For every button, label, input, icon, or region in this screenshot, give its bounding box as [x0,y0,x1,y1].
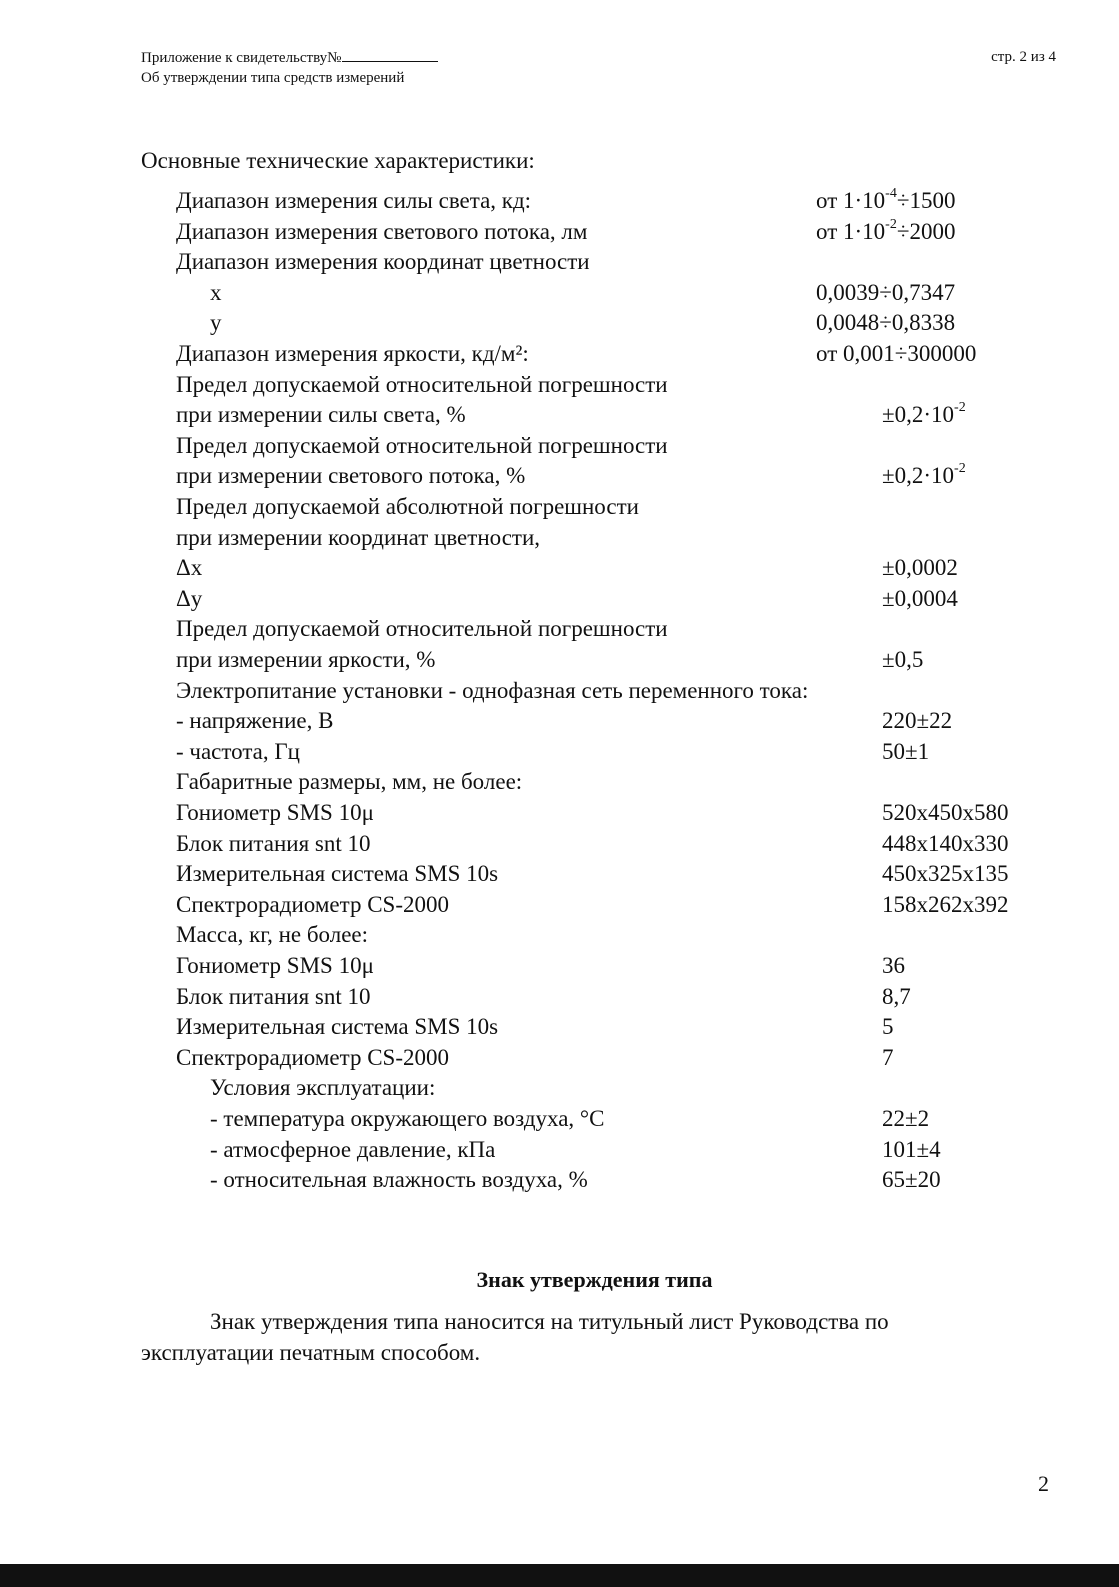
spec-label: при измерении силы света, % [176,402,466,427]
spec-label: при измерении яркости, % [176,647,436,672]
spec-label: у [210,310,222,335]
spec-row [0,1073,1119,1103]
spec-value-main: 448х140х330 [882,831,1009,856]
spec-label: Электропитание установки - однофазная сеть переменного тока: [176,678,809,703]
spec-label: Предел допускаемой относительной погрешности [176,433,668,458]
spec-value [882,982,911,1012]
spec-value [882,1135,941,1165]
spec-value [882,584,958,614]
spec-value [882,737,929,767]
header-line1: Приложение к свидетельству№ [141,47,438,68]
spec-row [0,614,1119,644]
spec-value-exponent: -2 [954,461,966,477]
spec-row [0,492,1119,522]
spec-row [0,339,1119,369]
page-number: 2 [1038,1471,1049,1496]
spec-label: - напряжение, В [176,708,334,733]
spec-row [0,706,1119,736]
spec-label: Гониометр SMS 10μ [176,953,374,978]
spec-value [882,553,958,583]
spec-row [0,890,1119,920]
spec-value-main: 0,0039÷0,7347 [816,280,956,305]
spec-value [882,400,966,430]
spec-value-main: 520х450х580 [882,800,1009,825]
spec-label: при измерении координат цветности, [176,525,541,550]
section-title: Основные технические характеристики: [141,148,535,173]
spec-value-main: 101±4 [882,1137,941,1162]
spec-value [882,461,966,491]
spec-row [0,217,1119,247]
header-line2: Об утверждении типа средств измерений [141,70,405,86]
spec-label: Условия эксплуатации: [210,1075,436,1100]
spec-value-main: ±0,2·10 [882,402,955,427]
spec-value [882,706,952,736]
spec-value-exponent: -4 [885,186,897,202]
spec-value [882,1104,929,1134]
header-left [141,47,438,88]
spec-row [0,1104,1119,1134]
spec-label: Спектрорадиометр CS-2000 [176,892,449,917]
spec-label: Предел допускаемой относительной погрешности [176,616,668,641]
spec-value-main: 7 [882,1045,894,1070]
spec-label: Спектрорадиометр CS-2000 [176,1045,449,1070]
spec-value-exponent: -2 [885,217,897,233]
spec-value-main: 36 [882,953,905,978]
scan-edge-bar [0,1564,1119,1587]
spec-row [0,186,1119,216]
spec-value-main: от 1·10 [816,188,886,213]
spec-label: - относительная влажность воздуха, % [210,1167,588,1192]
spec-label: Предел допускаемой относительной погрешности [176,372,668,397]
spec-value [816,339,976,369]
spec-value-main: 22±2 [882,1106,930,1131]
spec-value-main: от 1·10 [816,219,886,244]
spec-row [0,982,1119,1012]
spec-value [882,798,1009,828]
spec-row [0,798,1119,828]
spec-value [882,645,923,675]
spec-label: - температура окружающего воздуха, °С [210,1106,605,1131]
spec-value-tail: ÷1500 [896,188,956,213]
blank-line [342,47,438,62]
spec-value-main: 8,7 [882,984,911,1009]
spec-value [882,1165,941,1195]
spec-value-main: ±0,2·10 [882,463,955,488]
spec-value-main: 50±1 [882,739,930,764]
spec-value [882,859,1009,889]
spec-value [882,1012,894,1042]
spec-label: Диапазон измерения координат цветности [176,249,590,274]
spec-label: Предел допускаемой абсолютной погрешности [176,494,639,519]
spec-row [0,1165,1119,1195]
spec-label: Блок питания snt 10 [176,984,371,1009]
spec-value-main: 158х262х392 [882,892,1009,917]
mark-paragraph: Знак утверждения типа наносится на титульный лист Руководства по эксплуатации печатным способом. [141,1309,889,1365]
spec-row [0,737,1119,767]
spec-row [0,247,1119,277]
spec-label: Измерительная система SMS 10s [176,1014,499,1039]
spec-label: Диапазон измерения силы света, кд: [176,188,532,213]
spec-row [0,553,1119,583]
spec-row [0,523,1119,553]
spec-row [0,431,1119,461]
spec-row [0,645,1119,675]
spec-row [0,767,1119,797]
spec-row [0,584,1119,614]
spec-row [0,920,1119,950]
spec-value-tail: ÷2000 [896,219,956,244]
spec-row [0,370,1119,400]
spec-label: Габаритные размеры, мм, не более: [176,769,523,794]
spec-value-main: 220±22 [882,708,953,733]
spec-label: Измерительная система SMS 10s [176,861,499,886]
spec-row [0,1012,1119,1042]
spec-row [0,461,1119,491]
spec-value-main: ±0,0004 [882,586,958,611]
spec-label: - частота, Гц [176,739,300,764]
spec-row [0,829,1119,859]
spec-row [0,859,1119,889]
spec-value [882,951,905,981]
spec-value-main: 65±20 [882,1167,941,1192]
spec-value-main: 5 [882,1014,894,1039]
spec-row [0,1043,1119,1073]
spec-label: х [210,280,222,305]
spec-label: Δу [176,586,203,611]
spec-value [882,1043,894,1073]
spec-value [882,829,1009,859]
spec-label: Диапазон измерения яркости, кд/м²: [176,341,529,366]
spec-label: Δх [176,555,203,580]
spec-row [0,308,1119,338]
spec-row [0,278,1119,308]
spec-value-main: ±0,0002 [882,555,958,580]
page-counter: стр. 2 из 4 [991,49,1056,65]
spec-label: при измерении светового потока, % [176,463,526,488]
spec-value [816,186,955,216]
spec-value [816,217,955,247]
spec-value-main: 450х325х135 [882,861,1009,886]
mark-title: Знак утверждения типа [476,1267,713,1292]
spec-label: Блок питания snt 10 [176,831,371,856]
spec-row [0,951,1119,981]
spec-label: Масса, кг, не более: [176,922,369,947]
spec-value-main: ±0,5 [882,647,924,672]
spec-value-main: 0,0048÷0,8338 [816,310,956,335]
spec-value [882,890,1009,920]
spec-row [0,1135,1119,1165]
spec-label: Диапазон измерения светового потока, лм [176,219,588,244]
spec-label: Гониометр SMS 10μ [176,800,374,825]
spec-value-main: от 0,001÷300000 [816,341,977,366]
spec-label: - атмосферное давление, кПа [210,1137,496,1162]
spec-row [0,400,1119,430]
spec-value [816,308,955,338]
spec-row [0,676,1119,706]
spec-value-exponent: -2 [954,400,966,416]
spec-value [816,278,955,308]
